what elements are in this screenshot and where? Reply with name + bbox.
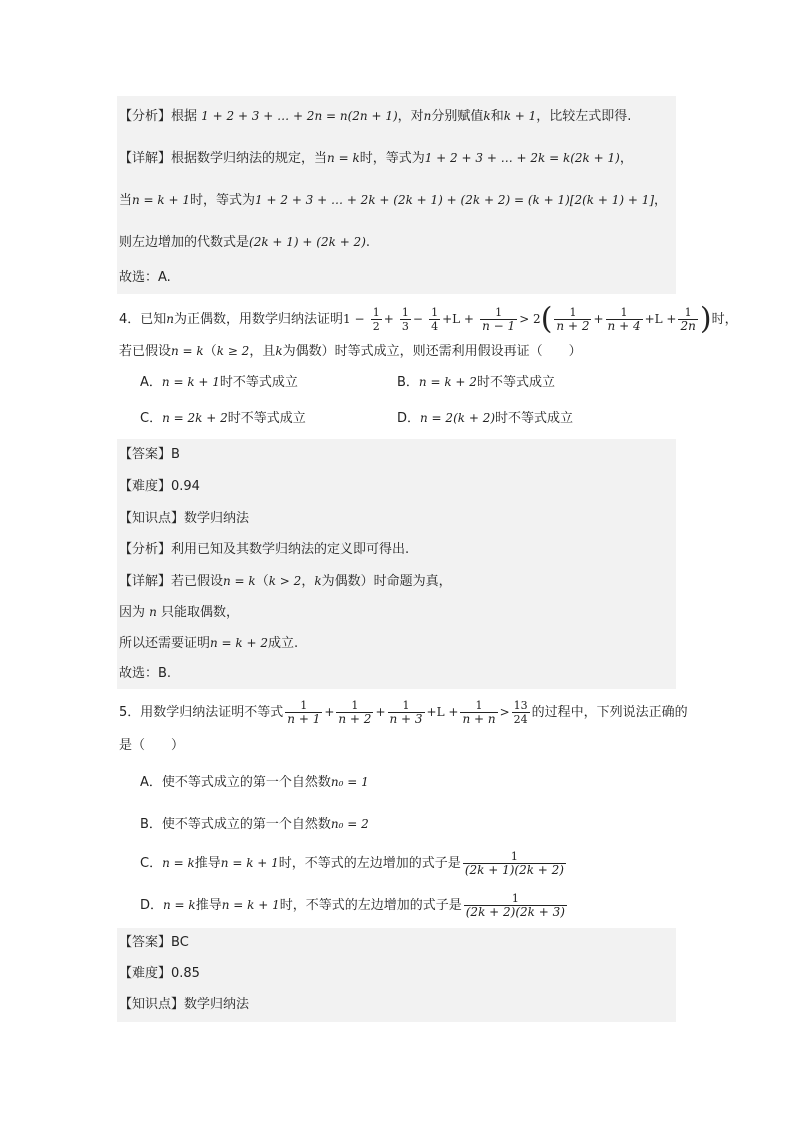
q5-stem-line2: 是（ ） xyxy=(119,738,185,753)
operator: +L + xyxy=(644,312,677,326)
stem-text: （ xyxy=(203,344,217,359)
detail-text: 为偶数）时命题为真， xyxy=(321,574,452,589)
analysis-text: ，对 xyxy=(397,109,424,124)
q5-option-c[interactable] xyxy=(140,846,568,881)
detail-text: 只能取偶数， xyxy=(161,605,240,620)
denominator: 3 xyxy=(401,320,409,333)
option-text: B．使不等式成立的第一个自然数 xyxy=(140,817,331,832)
option-text: 时不等式成立 xyxy=(495,411,574,426)
numerator: 1 xyxy=(620,306,628,319)
stem-text: 的过程中，下列说法正确的 xyxy=(531,705,688,720)
detail-text: 成立. xyxy=(268,636,299,651)
condition: n = k xyxy=(171,344,204,358)
numerator: 1 xyxy=(402,699,410,712)
q5-option-a[interactable] xyxy=(140,772,369,793)
q4-difficulty: 【难度】0.94 xyxy=(119,479,200,494)
denominator: 4 xyxy=(431,320,439,333)
numerator: 1 xyxy=(510,850,518,863)
stem-text: ，且 xyxy=(249,344,276,359)
q4-detail xyxy=(119,571,452,592)
numerator: 1 xyxy=(569,306,577,319)
option-math: n = k + 1 xyxy=(161,375,220,389)
option-text: 时不等式成立 xyxy=(227,411,306,426)
condition: k ≥ 2 xyxy=(216,344,250,358)
numerator: 1 xyxy=(495,306,503,319)
numerator: 1 xyxy=(684,306,692,319)
q4-answer: 【答案】B xyxy=(119,447,180,462)
fraction xyxy=(512,699,530,726)
option-text: 时不等式成立 xyxy=(219,375,298,390)
formula: 1 + 2 + 3 + … + 2k + (2k + 1) + (2k + 2) = (k + 1)[2(k + 1) + 1] xyxy=(255,193,655,207)
q4-stem-line2 xyxy=(119,341,582,362)
analysis-text: 和 xyxy=(490,109,504,124)
option-label: B． xyxy=(397,375,419,390)
right-paren: ) xyxy=(699,301,712,337)
q4-option-b[interactable] xyxy=(397,372,555,393)
numerator: 1 xyxy=(401,306,409,319)
q5-option-d[interactable] xyxy=(140,888,569,923)
fraction xyxy=(371,306,382,333)
fraction xyxy=(606,306,643,333)
relation: > 2 xyxy=(519,312,541,326)
formula: 1 + 2 + 3 + … + 2k = k(2k + 1) xyxy=(424,151,620,165)
q5-answer: 【答案】BC xyxy=(119,935,189,950)
term: 1 − xyxy=(343,312,365,326)
numerator: 1 xyxy=(475,699,483,712)
var-n: n xyxy=(423,109,432,123)
detail-label: 【详解】 xyxy=(119,151,172,166)
option-label: C． xyxy=(140,411,163,426)
q3-analysis xyxy=(119,106,631,127)
condition: n = k + 1 xyxy=(221,898,280,912)
detail-text: 【详解】若已假设 xyxy=(119,574,224,589)
condition: n = k + 1 xyxy=(220,856,279,870)
option-label: C． xyxy=(140,856,163,871)
detail-text: 时，等式为 xyxy=(359,151,425,166)
fraction xyxy=(336,699,373,726)
analysis-formula: 1 + 2 + 3 + … + 2n = n(2n + 1) xyxy=(201,109,398,123)
numerator: 1 xyxy=(431,306,439,319)
option-text: 推导 xyxy=(195,898,222,913)
stem-text: 为正偶数，用数学归纳法证明 xyxy=(174,312,344,327)
q4-stem xyxy=(119,301,738,337)
option-math: n₀ = 1 xyxy=(330,775,369,789)
fraction xyxy=(460,699,497,726)
stem-text: 时， xyxy=(711,312,738,327)
fraction xyxy=(480,306,517,333)
fraction xyxy=(678,306,697,333)
denominator: 24 xyxy=(513,713,528,726)
denominator: n + 2 xyxy=(556,319,590,333)
option-math: n = 2(k + 2) xyxy=(420,411,496,425)
detail-text: 因为 xyxy=(119,605,146,620)
detail-text: （ xyxy=(255,574,269,589)
operator: + xyxy=(383,312,394,326)
q4-option-c[interactable] xyxy=(140,408,306,429)
q4-choose: 故选：B. xyxy=(119,666,172,681)
var-n: n xyxy=(149,605,157,619)
denominator: n + 1 xyxy=(287,712,321,726)
numerator: 1 xyxy=(300,699,308,712)
var-k-plus-1: k + 1 xyxy=(503,109,537,123)
var-k: k xyxy=(483,109,491,123)
denominator: n − 1 xyxy=(482,319,516,333)
detail-text: ， xyxy=(301,574,315,589)
condition: n = k xyxy=(223,574,256,588)
operator: +L + xyxy=(426,705,459,719)
option-text: 时，不等式的左边增加的式子是 xyxy=(279,898,462,913)
numerator: 1 xyxy=(511,892,519,905)
stem-text: 若已假设 xyxy=(119,344,172,359)
condition: n = k + 1 xyxy=(132,193,191,207)
fraction xyxy=(285,699,322,726)
option-text: A．使不等式成立的第一个自然数 xyxy=(140,775,331,790)
analysis-text: 根据 xyxy=(171,109,198,124)
var-k: k xyxy=(314,574,322,588)
q5-option-b[interactable] xyxy=(140,814,369,835)
numerator: 1 xyxy=(351,699,359,712)
condition: k > 2 xyxy=(268,574,302,588)
stem-text: 4．已知 xyxy=(119,312,167,327)
operator: + xyxy=(375,705,386,719)
denominator: n + n xyxy=(462,712,496,726)
option-label: D． xyxy=(140,898,164,913)
condition: n = k xyxy=(162,856,195,870)
q4-option-d[interactable] xyxy=(397,408,573,429)
option-label: D． xyxy=(397,411,421,426)
q3-answer: 故选：A. xyxy=(119,270,171,285)
q4-knowledge: 【知识点】数学归纳法 xyxy=(119,511,250,526)
denominator: (2k + 1)(2k + 2) xyxy=(464,863,564,877)
denominator: 2 xyxy=(372,320,380,333)
fraction xyxy=(400,306,411,333)
fraction xyxy=(429,306,440,333)
detail-text: 时，等式为 xyxy=(190,193,256,208)
relation: > xyxy=(499,705,510,719)
punct: ， xyxy=(619,151,633,166)
option-text: 时，不等式的左边增加的式子是 xyxy=(278,856,461,871)
detail-text: 根据数学归纳法的规定，当 xyxy=(171,151,328,166)
q4-analysis: 【分析】利用已知及其数学归纳法的定义即可得出. xyxy=(119,542,410,557)
analysis-text: 分别赋值 xyxy=(431,109,484,124)
operator: − xyxy=(412,312,423,326)
condition: n = k + 2 xyxy=(210,636,269,650)
option-text: 时不等式成立 xyxy=(476,375,555,390)
operator: +L + xyxy=(442,312,474,326)
punct: ， xyxy=(654,193,668,208)
var-k: k xyxy=(275,344,283,358)
option-math: n = k + 2 xyxy=(418,375,477,389)
left-paren: ( xyxy=(540,301,553,337)
denominator: (2k + 2)(2k + 3) xyxy=(465,905,565,919)
fraction xyxy=(463,850,566,877)
analysis-label: 【分析】 xyxy=(119,109,172,124)
q5-difficulty: 【难度】0.85 xyxy=(119,966,200,981)
condition: n = k xyxy=(163,898,196,912)
detail-text: 所以还需要证明 xyxy=(119,636,211,651)
condition: n = k xyxy=(327,151,360,165)
punct: . xyxy=(365,235,371,250)
operator: + xyxy=(324,705,335,719)
denominator: n + 3 xyxy=(389,712,423,726)
numerator: 1 xyxy=(372,306,380,319)
q4-need xyxy=(119,633,298,654)
detail-text: 当 xyxy=(119,193,133,208)
option-math: n₀ = 2 xyxy=(330,817,369,831)
denominator: n + 2 xyxy=(338,712,372,726)
denominator: n + 4 xyxy=(607,319,641,333)
q4-reason xyxy=(119,602,239,623)
q3-detail xyxy=(119,148,633,169)
detail-text: 则左边增加的代数式是 xyxy=(119,235,250,250)
stem-text: 5．用数学归纳法证明不等式 xyxy=(119,705,284,720)
option-label: A． xyxy=(140,375,162,390)
formula: (2k + 1) + (2k + 2) xyxy=(249,235,366,249)
option-math: n = 2k + 2 xyxy=(162,411,228,425)
q3-detail-line3 xyxy=(119,232,370,253)
option-text: 推导 xyxy=(194,856,221,871)
q5-stem xyxy=(119,696,688,729)
denominator: 2n xyxy=(680,319,696,333)
q3-detail-line2 xyxy=(119,190,667,211)
var-n: n xyxy=(166,312,175,326)
q5-knowledge: 【知识点】数学归纳法 xyxy=(119,997,250,1012)
stem-text: 为偶数）时等式成立，则还需利用假设再证（ ） xyxy=(282,344,582,359)
fraction xyxy=(554,306,591,333)
analysis-text: ，比较左式即得. xyxy=(536,109,632,124)
fraction xyxy=(464,892,567,919)
numerator: 13 xyxy=(513,699,528,712)
q4-option-a[interactable] xyxy=(140,372,298,393)
fraction xyxy=(388,699,425,726)
operator: + xyxy=(593,312,604,326)
